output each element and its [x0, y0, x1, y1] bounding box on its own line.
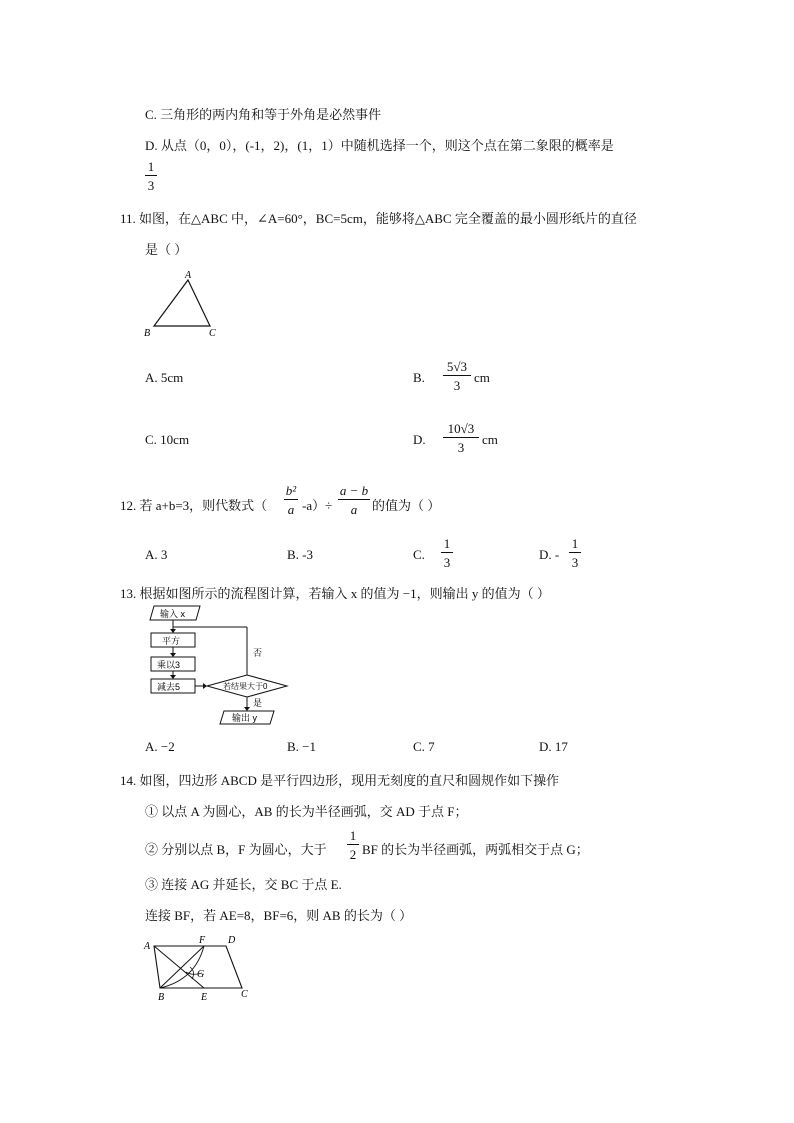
q12-stem-prefix: 12. 若 a+b=3，则代数式（: [120, 498, 268, 513]
q11-label-b: B: [144, 328, 151, 339]
q11-option-c: C. 10cm: [145, 432, 190, 447]
q14-label-c: C: [241, 989, 248, 1000]
q12-f2-denominator: a: [350, 502, 358, 517]
q12-option-c-label: C.: [413, 547, 425, 562]
q13-option-c: C. 7: [413, 739, 435, 754]
flow-times3-label: 乘以3: [157, 660, 181, 670]
q11-b-denominator: 3: [453, 378, 461, 393]
q14-label-f: F: [199, 935, 206, 946]
q14-s2-denominator: 2: [349, 847, 357, 862]
q11-option-d-label: D.: [413, 432, 426, 447]
q10-option-c: C. 三角形的两内角和等于外角是必然事件: [145, 107, 382, 122]
q13-option-a: A. −2: [145, 739, 175, 754]
q14-s2-numerator: 1: [347, 829, 359, 845]
q12-f2-numerator: a − b: [339, 483, 369, 498]
q10-option-d: D. 从点（0，0），(-1，2)，(1，1）中随机选择一个，则这个点在第二象限的概率是: [145, 138, 614, 153]
q11-stem-line2: 是（ ）: [145, 242, 188, 257]
q14-question: 连接 BF，若 AE=8，BF=6，则 AB 的长为（ ）: [145, 908, 413, 923]
q13-option-d: D. 17: [539, 739, 568, 754]
q14-label-d: D: [228, 935, 236, 946]
q12-c-numerator: 1: [441, 537, 453, 553]
q11-triangle-figure: [140, 268, 230, 343]
q11-option-b-label: B.: [413, 370, 425, 385]
q14-parallelogram-figure: [140, 932, 260, 1004]
q11-d-numerator: 10√3: [443, 422, 479, 438]
q12-option-a: A. 3: [145, 547, 168, 562]
q14-label-g: G: [197, 969, 205, 980]
q12-fraction-2: [338, 484, 370, 516]
q11-label-c: C: [209, 328, 216, 339]
q12-stem-middle: -a）÷: [302, 498, 333, 513]
q12-option-d-label: D. -: [539, 547, 560, 562]
q12-f1-numerator: b²: [285, 483, 297, 498]
q14-step-2-prefix: ② 分别以点 B，F 为圆心，大于: [145, 842, 327, 857]
q14-step-2-fraction: [347, 829, 359, 861]
flow-square-label: 平方: [162, 636, 181, 646]
flow-no-label: 否: [253, 648, 263, 658]
q14-label-e: E: [201, 992, 208, 1003]
q12-c-denominator: 3: [443, 555, 451, 570]
q14-label-b: B: [158, 992, 165, 1003]
q12-f1-denominator: a: [287, 502, 295, 517]
q12-d-numerator: 1: [569, 537, 581, 553]
q12-option-d-fraction: [569, 537, 581, 569]
flow-output-label: 输出 y: [232, 713, 258, 723]
q13-stem: 13. 根据如图所示的流程图计算，若输入 x 的值为 −1，则输出 y 的值为（ ）: [120, 586, 550, 601]
q10-d-denominator: 3: [147, 178, 155, 193]
q10-d-fraction: [145, 160, 157, 192]
q12-d-denominator: 3: [571, 555, 579, 570]
q11-option-b-fraction: [443, 360, 471, 392]
q14-step-1: ① 以点 A 为圆心，AB 的长为半径画弧，交 AD 于点 F；: [145, 804, 468, 819]
q14-label-a: A: [144, 941, 151, 952]
q14-step-2-suffix: BF 的长为半径画弧，两弧相交于点 G；: [362, 842, 589, 857]
flow-minus5-label: 减去5: [157, 682, 181, 692]
q11-option-b-unit: cm: [474, 370, 490, 385]
q11-d-denominator: 3: [457, 440, 465, 455]
q13-flowchart: [140, 603, 300, 728]
q12-option-b: B. -3: [287, 547, 313, 562]
q14-stem: 14. 如图，四边形 ABCD 是平行四边形，现用无刻度的直尺和圆规作如下操作: [120, 773, 560, 788]
q11-label-a: A: [185, 270, 192, 281]
q11-b-numerator: 5√3: [443, 360, 471, 376]
flow-condition-label: 若结果大于0: [223, 682, 268, 691]
q11-stem-line1: 11. 如图，在△ABC 中，∠A=60°，BC=5cm，能够将△ABC 完全覆盖的最小圆形纸片的直径: [120, 211, 637, 226]
flow-yes-label: 是: [253, 698, 263, 708]
q12-fraction-1: [284, 484, 298, 516]
q12-stem-suffix: 的值为（ ）: [372, 498, 441, 513]
flow-input-label: 输入 x: [160, 609, 186, 619]
q11-option-d-fraction: [443, 422, 479, 454]
q10-d-numerator: 1: [145, 160, 157, 176]
q11-option-a: A. 5cm: [145, 370, 184, 385]
q14-step-3: ③ 连接 AG 并延长，交 BC 于点 E.: [145, 877, 342, 892]
q12-option-c-fraction: [441, 537, 453, 569]
q11-option-d-unit: cm: [482, 432, 498, 447]
q13-option-b: B. −1: [287, 739, 317, 754]
